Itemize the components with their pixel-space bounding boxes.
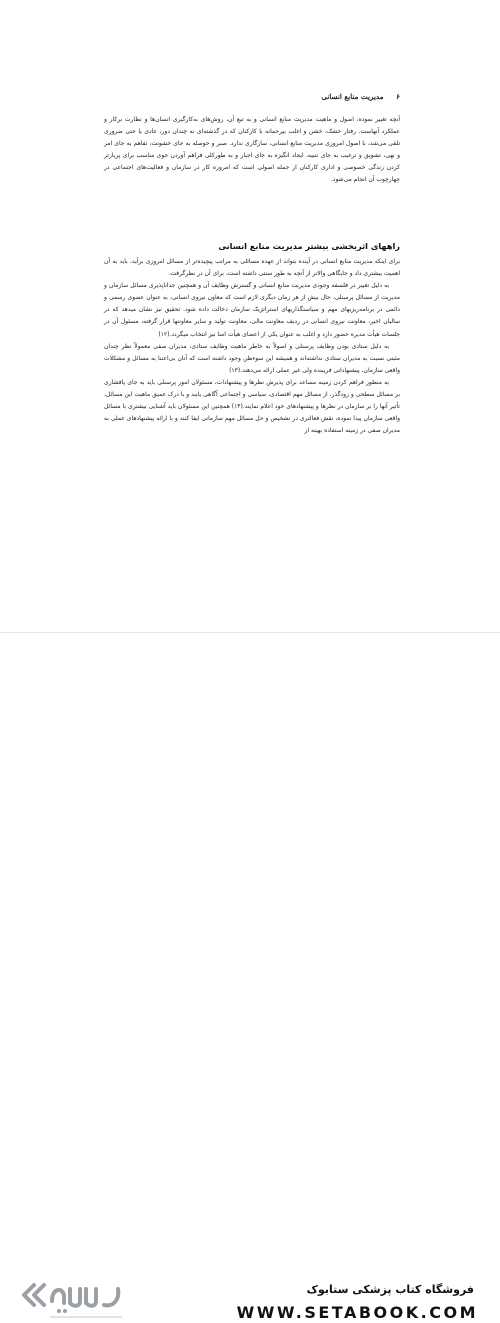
- store-url-link[interactable]: WWW.SETABOOK.COM: [236, 1303, 478, 1322]
- page-number: ۶: [396, 92, 400, 101]
- section-paragraph: به دلیل ستادی بودن وظایف پرسنلی و اصولاً به خاطر ماهیت وظایف ستادی، مدیران صفی معمولاً نظر چندان مثبتی نسبت به مدیران ستادی نداشته‌اند و همیشه این سوءظن وجود داشته است که آنان بی‌اعتنا به مسائل و مشکلات واقعی سازمان، پیشنهاداتی فریبنده ولی غیر عملی ارائه می‌دهند.(۱۳): [104, 342, 400, 374]
- setabook-logo-icon: [12, 1277, 132, 1323]
- section-paragraph: به دلیل تغییر در فلسفه وجودی مدیریت منابع انسانی و گسترش وظایف آن و همچنین جدانا‌پذیری مسائل سازمان و مدیریت از مسائل پرسنلی، حال بیش از هر زمان دیگری لازم است که معاون نیروی انسانی، به عنوان عضوی رسمی و دائمی در برنامه‌ریزیهای مهم و سیاستگذاریهای استراتژیک سازمان دخالت داده شود. تحقیق نیز نشان میدهد که در سالیان اخیر، معاونت نیروی انسانی در ردیف معاونت مالی، معاونت تولید و سایر معاونتها قرار گرفته، مسئول آن در جلسات هیأت مدیره حضور دارد و اغلب به عنوان یکی از اعضای هیأت امنا نیز انتخاب میگردد.(۱۲): [104, 282, 400, 338]
- intro-paragraph: آنچه تغییر نموده، اصول و ماهیت مدیریت منابع انسانی و به تبع آن، روش‌های به‌کارگیری انسان‌ها و نظارت برکار و عملکرد آنهاست. رفتار خشک، خشن و اغلب بیرحمانه با کارکنان که در گذشته‌ای نه چندان دور، عادی یا حتی ضروری تلقی می‌شد، با اصول امروزی مدیریت منابع انسانی، سازگاری ندارد. صبر و حوصله به جای خشونت، تفاهم به جای امر و نهی، تشویق و ترغیب به جای تنبیه، ایجاد انگیزه به جای اجبار و به طورکلی فراهم آوردن جوی مناسب برای پربارتر کردن زندگی خصوصی و اداری کارکنان از جمله اصولی است که امروزه کار در سازمان و فعالیت‌های اجتماعی در چهارچوب آن انجام می‌شود.: [104, 116, 400, 184]
- running-head: [140, 92, 400, 106]
- section-heading: راههای اثربخشی بیشتر مدیریت منابع انسانی: [218, 241, 400, 251]
- section-paragraph: به منظور فراهم کردن زمینه مساعد برای پذیرش نظرها و پیشنهادات، مسئولان امور پرسنلی باید به جای پافشاری بر مسائل سطحی و زودگذر، از مسائل مهم اقتصادی، سیاسی و اجتماعی آگاهی یابند و با درک عمیق ماهیت این مسائل، تأثیر آنها را بر سازمان در نظرها و پیشنهادهای خود اعلام نمایند.(۱۴) همچنین این مسئولان باید آشنایی بیشتری با مسائل واقعی سازمان پیدا نموده، نقش فعالتری در تشخیص و حل مسائل مهم سازمانی ایفا کنند و با ارائه پیشنهادهای عملی به مدیران صفی در زمینه استفاده بهینه از: [104, 378, 400, 435]
- store-footer-banner: [0, 632, 500, 1322]
- store-name: فروشگاه کتاب پزشکی ستابوک: [306, 1283, 474, 1296]
- section-body: [104, 256, 400, 437]
- section-paragraph: برای اینکه مدیریت منابع انسانی در آینده بتواند از عهده مسائلی به مراتب پیچیده‌تر از مسائل امروزی برآید، باید به آن اهمیت بیشتری داد و جایگاهی والاتر از آنچه به طور سنتی داشته است، برای آن در نظرگرفت.: [104, 258, 400, 278]
- intro-paragraph-block: [104, 114, 400, 187]
- book-page: [0, 0, 500, 632]
- running-head-title: مدیریت منابع انسانی: [321, 92, 384, 101]
